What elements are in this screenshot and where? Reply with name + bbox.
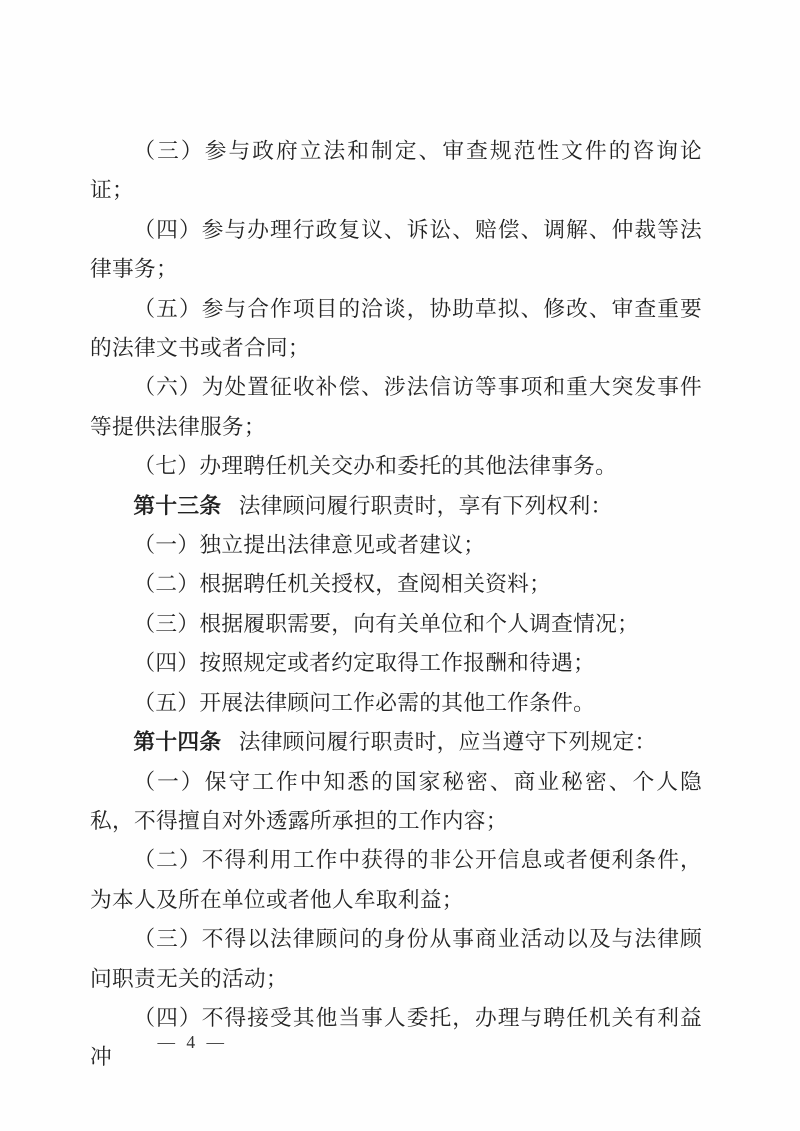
- paragraph: [90, 605, 702, 644]
- paragraph: [90, 723, 702, 762]
- paragraph: [90, 487, 702, 526]
- paragraph-text: 法律顾问履行职责时，应当遵守下列规定：: [238, 730, 657, 755]
- paragraph-text: （四）不得接受其他当事人委托，办理与聘任机关有利益冲: [90, 1005, 702, 1070]
- article-number-label: 第十三条: [133, 493, 222, 518]
- paragraph: [90, 368, 702, 447]
- paragraph-text: （三）不得以法律顾问的身份从事商业活动以及与法律顾问职责无关的活动；: [90, 927, 702, 991]
- paragraph: [90, 644, 702, 683]
- paragraph-text: （三）参与政府立法和制定、审查规范性文件的咨询论证；: [90, 139, 702, 203]
- paragraph: [90, 920, 702, 999]
- paragraph-text: （一）保守工作中知悉的国家秘密、商业秘密、个人隐私，不得擅自对外透露所承担的工作内容；: [90, 769, 702, 833]
- paragraph: [90, 290, 702, 369]
- paragraph-text: （五）开展法律顾问工作必需的其他工作条件。: [133, 690, 596, 715]
- paragraph-text: （三）根据履职需要，向有关单位和个人调查情况；: [133, 611, 640, 636]
- paragraph-text: （六）为处置征收补偿、涉法信访等事项和重大突发事件等提供法律服务；: [90, 375, 702, 439]
- paragraph: [90, 526, 702, 565]
- paragraph-text: （一）独立提出法律意见或者建议；: [133, 533, 486, 558]
- paragraph-text: 法律顾问履行职责时，享有下列权利：: [238, 493, 613, 518]
- paragraph-text: （二）根据聘任机关授权，查阅相关资料；: [133, 572, 552, 597]
- paragraph: [90, 211, 702, 290]
- paragraph: [90, 565, 702, 604]
- paragraph: [90, 684, 702, 723]
- paragraph-text: （四）参与办理行政复议、诉讼、赔偿、调解、仲裁等法律事务；: [90, 217, 702, 282]
- paragraph: [90, 841, 702, 920]
- paragraph: [90, 763, 702, 842]
- page-footer: [112, 1006, 224, 1078]
- paragraph: [90, 132, 702, 211]
- paragraph-text: （二）不得利用工作中获得的非公开信息或者便利条件，为本人及所在单位或者他人牟取利益；: [90, 848, 702, 912]
- paragraph-text: （七）办理聘任机关交办和委托的其他法律事务。: [133, 454, 618, 479]
- article-number-label: 第十四条: [133, 730, 222, 755]
- paragraph-text: （五）参与合作项目的洽谈，协助草拟、修改、审查重要的法律文书或者合同；: [90, 296, 702, 361]
- page-number: — 4 —: [157, 1032, 224, 1052]
- paragraph: [90, 447, 702, 486]
- document-body: [90, 132, 702, 1078]
- paragraph-text: （四）按照规定或者约定取得工作报酬和待遇；: [133, 651, 596, 676]
